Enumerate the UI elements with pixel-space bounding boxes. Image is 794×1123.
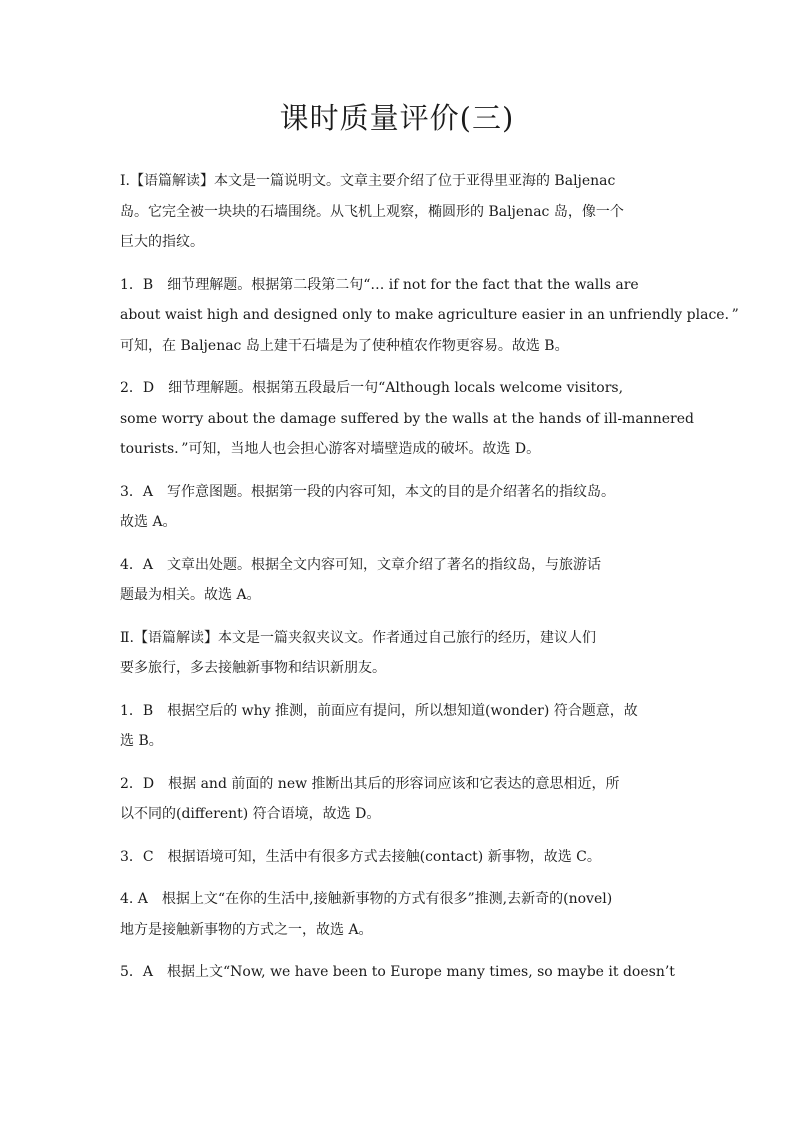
answer-item [120,477,676,538]
text-line: 3．C 根据语境可知，生活中有很多方式去接触(contact) 新事物，故选 C。 [120,848,601,865]
answer-content [120,166,739,1000]
page-title: 课时质量评价(三) [279,101,515,135]
text-line: Ⅱ.【语篇解读】本文是一篇夹叙夹议文。作者通过自己旅行的经历，建议人们 [120,629,596,646]
answer-item [120,769,676,830]
text-line: 题最为相关。故选 A。 [120,587,261,603]
answer-item [120,270,739,362]
text-line: 4．A 文章出处题。根据全文内容可知，文章介绍了著名的指纹岛，与旅游话 [120,556,602,573]
answer-item [120,696,676,757]
text-line: 要多旅行，多去接触新事物和结识新朋友。 [120,660,386,676]
text-line: some worry about the damage suffered by the walls at the hands of ill-mannered [120,410,694,427]
answer-item [120,842,676,873]
passage-one-intro [120,166,676,258]
passage-two-intro [120,623,676,684]
text-line: 1．B 根据空后的 why 推测，前面应有提问，所以想知道(wonder) 符合题意，故 [120,702,638,719]
text-line: 地方是接触新事物的方式之一，故选 A。 [120,921,373,938]
answer-item [120,373,694,465]
text-line: 故选 A。 [120,514,177,530]
text-line: 以不同的(different) 符合语境，故选 D。 [120,806,381,822]
text-line: tourists．”可知，当地人也会担心游客对墙壁造成的破坏。故选 D。 [120,441,541,457]
answer-item [120,957,676,988]
text-line: 巨大的指纹。 [120,234,204,250]
answer-item [120,550,676,611]
text-line: 可知，在 Baljenac 岛上建干石墙是为了使种植农作物更容易。故选 B。 [120,337,569,354]
answer-item [120,884,676,945]
text-line: 5．A 根据上文“Now, we have been to Europe many times, so maybe it doesn’t [120,964,675,980]
text-line: 选 B。 [120,733,163,749]
text-line: about waist high and designed only to make agriculture easier in an unfriendly place．” [120,307,739,323]
text-line: 2．D 根据 and 前面的 new 推断出其后的形容词应该和它表达的意思相近，所 [120,775,620,792]
text-line: 2．D 细节理解题。根据第五段最后一句“Although locals welcome visitors, [120,380,624,396]
text-line: Ⅰ.【语篇解读】本文是一篇说明文。文章主要介绍了位于亚得里亚海的 Baljenac [120,173,616,189]
text-line: 1．B 细节理解题。根据第二段第二句“… if not for the fact that the walls are [120,276,639,293]
text-line: 岛。它完全被一块块的石墙围绕。从飞机上观察，椭圆形的 Baljenac 岛，像一个 [120,203,624,220]
text-line: 3．A 写作意图题。根据第一段的内容可知，本文的目的是介绍著名的指纹岛。 [120,483,616,500]
text-line: 4. A 根据上文“在你的生活中,接触新事物的方式有很多”推测,去新奇的(novel) [120,891,613,907]
